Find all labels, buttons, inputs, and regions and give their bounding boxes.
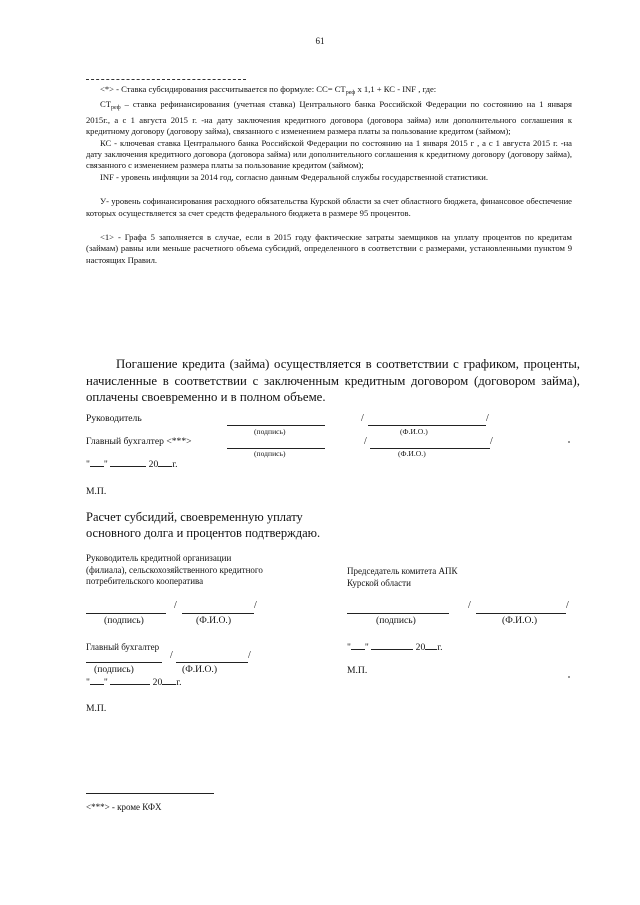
footnote-formula: <*> - Ставка субсидирования рассчитывается по формуле: $СС= СТ_{реф}$ x 1,1 + КС - INF , где: [100,84,437,96]
credit-org-title: Руководитель кредитной организации (филиала), сельскохозяйственного кредитного потребительского кооператива [86,553,263,586]
footnote-separator [86,79,246,80]
footnote-refinance-rate: $СТ_{реф}$ – ставка рефинансирования (учетная ставка) Центрального банка Российской Федерации по состоянию на 1 января 2015г., а с 1 августа 2015 г. -на дату заключения кредитного договора (договора займа) или дополнительного соглашения к кредитному договору (договору займа), связанного с изменением размера платы за пользование кредитом (займом); [86,99,572,137]
credit-org-accountant-fio-line[interactable] [176,662,248,663]
credit-org-accountant-signature-caption: (подпись) [94,664,134,675]
footnote-cofinancing: У- уровень софинансирования расходного обязательства Курской области за счет областного бюджета, финансовое обеспечение которых осуществляется за счет средств федерального бюджета в размере 95 процентов. [86,196,572,218]
credit-org-accountant-label: Главный бухгалтер [86,642,160,652]
repayment-statement: Погашение кредита (займа) осуществляется в соответствии с графиком, проценты, начисленные в соответствии с заключенным кредитным договором (договором займа), оплачены своевременно и в полном объеме. [86,357,580,404]
head-fio-caption: (Ф.И.О.) [400,427,428,436]
apk-signature-caption: (подпись) [376,615,416,626]
stamp-place-1: М.П. [86,486,107,497]
calc-confirmation: Расчет субсидий, своевременную уплату основного долга и процентов подтверждаю. [86,510,321,540]
credit-org-date-line: " " 20 г. [86,677,182,688]
head-fio-line[interactable] [368,425,486,426]
head-signature-line[interactable] [227,425,325,426]
credit-org-fio-caption: (Ф.И.О.) [196,615,232,626]
accountant-label: Главный бухгалтер <***> [86,436,192,447]
bottom-footnote-separator [86,793,214,794]
footnote-inflation: INF - уровень инфляции за 2014 год, согласно данным Федеральной службы государственной статистики. [100,171,488,182]
credit-org-signature-caption: (подпись) [104,615,144,626]
date-line: " " 20 г. [86,459,178,470]
accountant-fio-line[interactable] [370,448,490,449]
credit-org-accountant-signature-line[interactable] [86,662,162,663]
footnotes-block [86,84,572,266]
footnote-column5: <1> - Графа 5 заполняется в случае, если в 2015 году фактические затраты заемщиков на уплату процентов по кредитам (займам) равны или меньше расчетного объема субсидий, определенного в соответствии с размерами, установленными пунктом 9 настоящих Правил. [86,232,572,265]
credit-org-signature-line[interactable] [86,613,166,614]
apk-date-line: " " 20 г. [347,642,443,653]
apk-fio-caption: (Ф.И.О.) [502,615,538,626]
head-label: Руководитель [86,413,142,424]
bottom-footnote: <***> - кроме КФХ [86,802,162,812]
apk-fio-line[interactable] [476,613,566,614]
apk-committee-title: Председатель комитета АПК Курской области [347,566,458,588]
stamp-place-2: М.П. [86,703,107,714]
credit-org-accountant-fio-caption: (Ф.И.О.) [182,664,218,675]
accountant-fio-caption: (Ф.И.О.) [398,449,426,458]
page-number: 61 [315,36,325,46]
head-signature-caption: (подпись) [254,427,286,436]
accountant-signature-caption: (подпись) [254,449,286,458]
footnote-key-rate: КС - ключевая ставка Центрального банка Российской Федерации по состоянию на 1 января 2015 г , а с 1 августа 2015 г. -на дату заключения кредитного договора (договора займа) или дополнительного соглашения к кредитному договору (договору займа), связанного с изменением размера платы за пользование кредитом (займом); [86,137,572,171]
apk-signature-line[interactable] [347,613,449,614]
credit-org-fio-line[interactable] [182,613,254,614]
stamp-place-3: М.П. [347,665,368,676]
